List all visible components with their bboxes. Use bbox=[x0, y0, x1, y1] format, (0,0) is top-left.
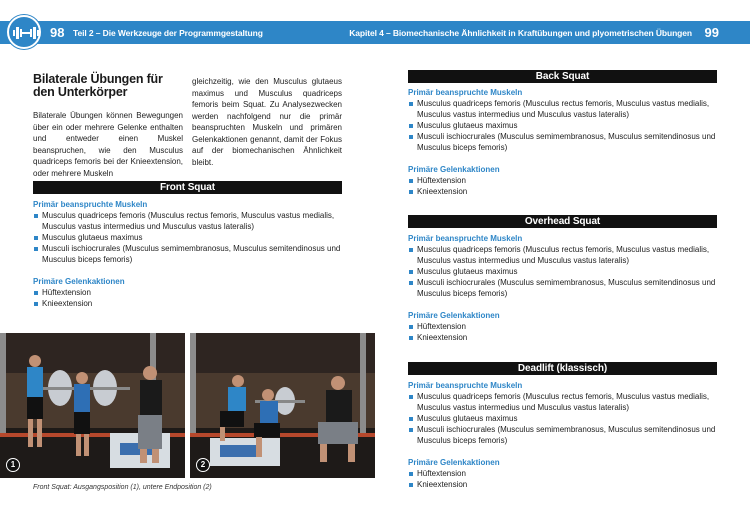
joint-list bbox=[408, 468, 717, 490]
logo-badge bbox=[7, 15, 41, 49]
muscles-label: Primär beanspruchte Muskeln bbox=[33, 200, 148, 209]
photo-start-position bbox=[0, 333, 185, 478]
list-item: Hüftextension bbox=[408, 175, 717, 186]
photo-caption: Front Squat: Ausgangsposition (1), untere Endposition (2) bbox=[33, 484, 212, 491]
list-item: Knieextension bbox=[408, 479, 717, 490]
muscle-list bbox=[33, 210, 342, 265]
dumbbell-icon bbox=[13, 26, 39, 40]
running-title-left: Teil 2 – Die Werkzeuge der Programmgestaltung bbox=[73, 28, 263, 38]
overhead-squat-block bbox=[408, 233, 717, 343]
list-item: Knieextension bbox=[408, 332, 717, 343]
intro-text-column-2: gleichzeitig, wie den Musculus glutaeus maximus und Musculus quadriceps femoris beim Squat. Zu Analysezwecken werden nachfolgend nur die primär beanspruchten Muskeln und primären Gelenkaktionen genannt, damit der Fokus auf der biomechanischen Ähnlichkeit bleibt. bbox=[192, 77, 342, 167]
photo-end-position bbox=[190, 333, 375, 478]
list-item: Musculi ischiocrurales (Musculus semimembranosus, Musculus semitendinosus und Musculus biceps femoris) bbox=[408, 131, 717, 153]
list-item: Musculus quadriceps femoris (Musculus rectus femoris, Musculus vastus medialis, Musculus vastus intermedius und Musculus vastus lateralis) bbox=[33, 210, 342, 232]
joint-list bbox=[33, 287, 342, 309]
list-item: Hüftextension bbox=[33, 287, 342, 298]
front-squat-block bbox=[33, 199, 342, 309]
muscles-label: Primär beanspruchte Muskeln bbox=[408, 88, 523, 97]
joints-label: Primäre Gelenkaktionen bbox=[408, 311, 500, 320]
joints-label: Primäre Gelenkaktionen bbox=[33, 277, 125, 286]
muscles-label: Primär beanspruchte Muskeln bbox=[408, 381, 523, 390]
muscle-list bbox=[408, 391, 717, 446]
front-squat-title-bar: Front Squat bbox=[33, 181, 342, 194]
list-item: Musculi ischiocrurales (Musculus semimembranosus, Musculus semitendinosus und Musculus biceps femoris) bbox=[408, 424, 717, 446]
muscle-list bbox=[408, 98, 717, 153]
intro-text-column-1: Bilaterale Übungen können Bewegungen über ein oder mehrere Gelenke enthalten und entweder einen Muskel beanspruchen, wie den Musculus quadriceps femoris bei der Knieextension, oder mehrere Muskeln bbox=[33, 111, 183, 178]
muscle-list bbox=[408, 244, 717, 299]
list-item: Musculi ischiocrurales (Musculus semimembranosus, Musculus semitendinosus und Musculus biceps femoris) bbox=[408, 277, 717, 299]
back-squat-block bbox=[408, 87, 717, 197]
list-item: Musculus quadriceps femoris (Musculus rectus femoris, Musculus vastus medialis, Musculus vastus intermedius und Musculus vastus lateralis) bbox=[408, 244, 717, 266]
list-item: Hüftextension bbox=[408, 321, 717, 332]
deadlift-title-bar: Deadlift (klassisch) bbox=[408, 362, 717, 375]
photo-number-badge: 1 bbox=[6, 458, 20, 472]
list-item: Musculus quadriceps femoris (Musculus rectus femoris, Musculus vastus medialis, Musculus vastus intermedius und Musculus vastus lateralis) bbox=[408, 391, 717, 413]
section-heading: Bilaterale Übungen für den Unterkörper bbox=[33, 72, 163, 99]
list-item: Musculus glutaeus maximus bbox=[408, 266, 717, 277]
page-number-left: 98 bbox=[50, 25, 65, 40]
overhead-squat-title-bar: Overhead Squat bbox=[408, 215, 717, 228]
running-title-right: Kapitel 4 – Biomechanische Ähnlichkeit in Kraftübungen und plyometrischen Übungen bbox=[349, 28, 692, 38]
muscles-label: Primär beanspruchte Muskeln bbox=[408, 234, 523, 243]
list-item: Musculus quadriceps femoris (Musculus rectus femoris, Musculus vastus medialis, Musculus vastus intermedius und Musculus vastus lateralis) bbox=[408, 98, 717, 120]
back-squat-title-bar: Back Squat bbox=[408, 70, 717, 83]
list-item: Musculus glutaeus maximus bbox=[408, 120, 717, 131]
list-item: Knieextension bbox=[408, 186, 717, 197]
list-item: Musculus glutaeus maximus bbox=[33, 232, 342, 243]
joint-list bbox=[408, 175, 717, 197]
list-item: Knieextension bbox=[33, 298, 342, 309]
photo-number-badge: 2 bbox=[196, 458, 210, 472]
joints-label: Primäre Gelenkaktionen bbox=[408, 458, 500, 467]
joint-list bbox=[408, 321, 717, 343]
list-item: Musculi ischiocrurales (Musculus semimembranosus, Musculus semitendinosus und Musculus biceps femoris) bbox=[33, 243, 342, 265]
deadlift-block bbox=[408, 380, 717, 490]
list-item: Musculus glutaeus maximus bbox=[408, 413, 717, 424]
joints-label: Primäre Gelenkaktionen bbox=[408, 165, 500, 174]
page-number-right: 99 bbox=[704, 25, 719, 40]
list-item: Hüftextension bbox=[408, 468, 717, 479]
